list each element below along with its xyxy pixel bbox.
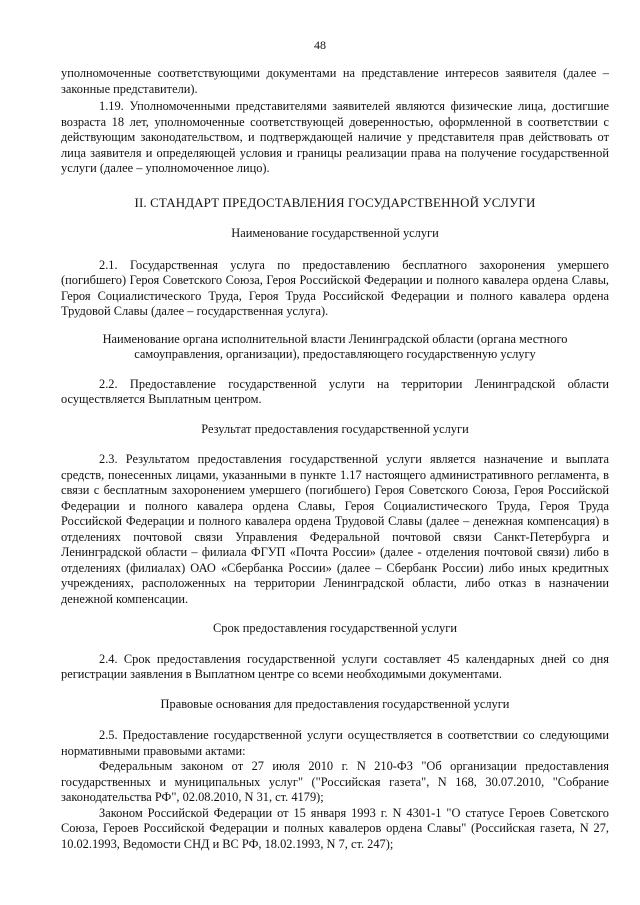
paragraph-2-1: 2.1. Государственная услуга по предоставлению бесплатного захоронения умершего (погибшего) Героя Советского Союза, Героя Российской Федерации и полного кавалера ордена Славы, Героя Социалистического Труда, Героя Труда Российской Федерации и полного кавалера ордена Трудовой Славы (далее – государственная услуга).	[61, 257, 609, 318]
paragraph-1-19: 1.19. Уполномоченными представителями заявителей являются физические лица, достигшие возраста 18 лет, уполномоченные соответствующей доверенностью, оформленной в соответствии с действующим законодательством, и подтверждающей наличие у представителя прав действовать от лица заявителя и определяющей условия и границы реализации права на получение государственной услуги (далее – уполномоченное лицо).	[61, 99, 609, 175]
section-heading: II. СТАНДАРТ ПРЕДОСТАВЛЕНИЯ ГОСУДАРСТВЕННОЙ УСЛУГИ	[134, 194, 536, 210]
intro-paragraph: уполномоченные соответствующими документами на представление интересов заявителя (далее – законные представители).	[61, 66, 609, 96]
law-item-210-fz: Федеральным законом от 27 июля 2010 г. N 210-ФЗ "Об организации предоставления государственных и муниципальных услуг" ("Российская газета", N 168, 30.07.2010, "Собрание законодательства РФ", 02.08.2010, N 31, ст. 4179);	[61, 759, 609, 804]
paragraph-2-2: 2.2. Предоставление государственной услуги на территории Ленинградской области осуществляется Выплатным центром.	[61, 376, 609, 406]
document-body	[61, 66, 609, 852]
page-number: 48	[314, 38, 326, 52]
subheading-legal-basis: Правовые основания для предоставления государственной услуги	[160, 696, 510, 711]
paragraph-2-3: 2.3. Результатом предоставления государственной услуги является назначение и выплата средств, понесенных лицами, указанными в пункте 1.17 настоящего административного регламента, в связи с бесплатным захоронением умершего (погибшего) Героя Советского Союза, Героя Российской Федерации и полного кавалера ордена Славы, Героя Социалистического Труда, Героя Труда Российской Федерации и полного кавалера ордена Трудовой Славы (далее – денежная компенсация) в отделениях почтовой связи Управления Федеральной почтовой связи Санкт-Петербурга и Ленинградской области – филиала ФГУП «Почта России» (далее - отделения почтовой связи) либо в отделениях (филиалах) ОАО «Сбербанка России» (далее – Сбербанк России) либо иных кредитных учреждениях, расположенных на территории Ленинградской области, либо отказ в назначении денежной компенсации.	[61, 452, 609, 606]
subheading-authority: Наименование органа исполнительной власти Ленинградской области (органа местного самоуправления, организации), предоставляющего государственную услугу	[102, 331, 568, 361]
subheading-term: Срок предоставления государственной услуги	[213, 621, 457, 635]
paragraph-2-4: 2.4. Срок предоставления государственной услуги составляет 45 календарных дней со дня регистрации заявления в Выплатном центре со всеми необходимыми документами.	[61, 651, 609, 681]
paragraph-2-5: 2.5. Предоставление государственной услуги осуществляется в соответствии со следующими нормативными правовыми актами:	[61, 728, 609, 758]
law-item-4301-1: Законом Российской Федерации от 15 января 1993 г. N 4301-1 "О статусе Героев Советского Союза, Героев Российской Федерации и полных кавалеров ордена Славы" (Российская газета, N 27, 10.02.1993, Ведомости СНД и ВС РФ, 18.02.1993, N 7, ст. 247);	[61, 805, 609, 851]
subheading-result: Результат предоставления государственной услуги	[201, 421, 469, 436]
subheading-service-name: Наименование государственной услуги	[231, 226, 439, 240]
